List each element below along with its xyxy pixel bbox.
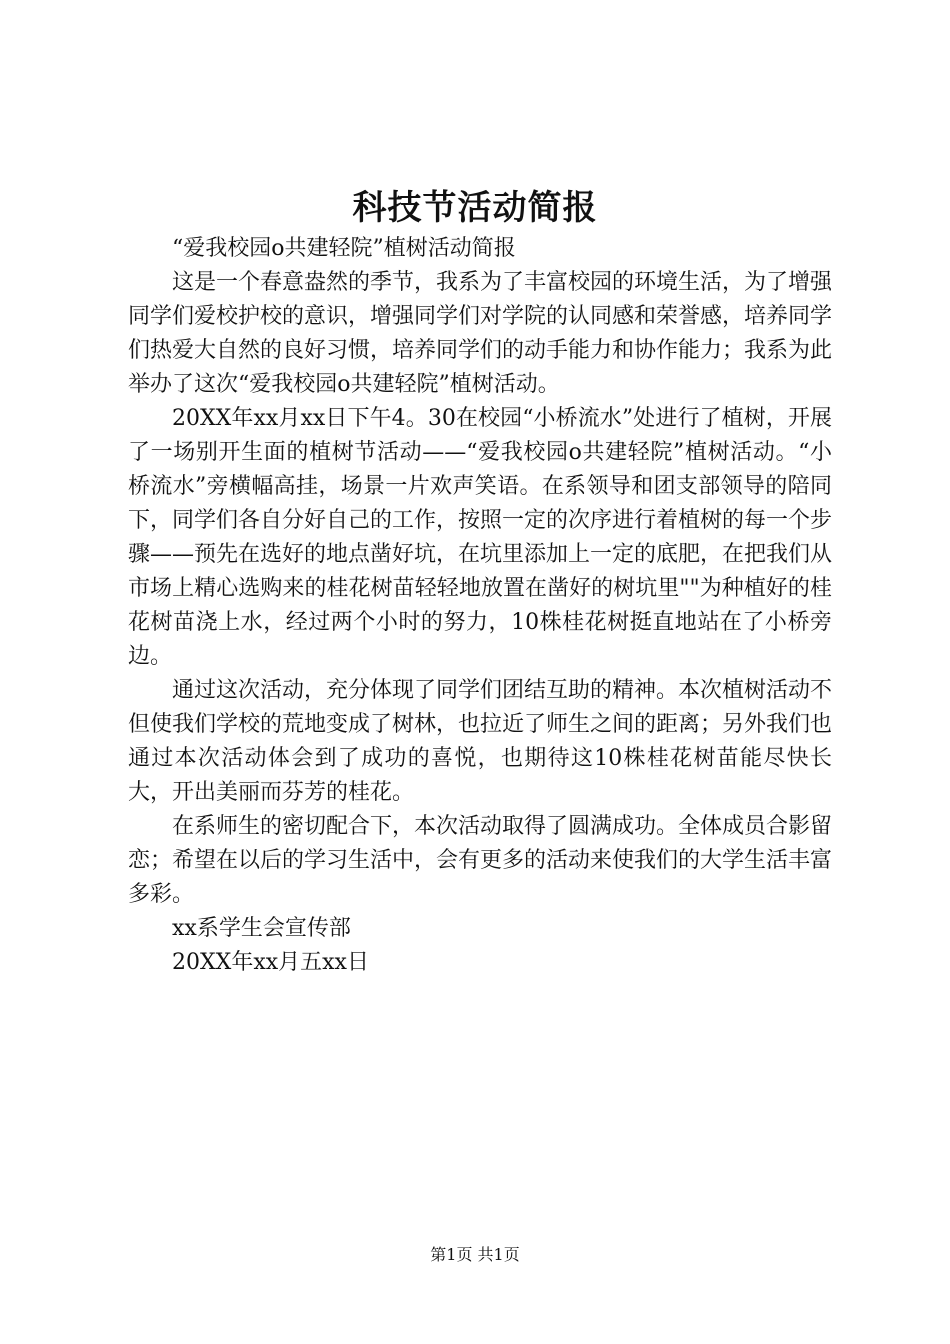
document-subtitle: “爱我校园o共建轻院”植树活动简报 [172,236,516,261]
paragraph-activity: 20XX年xx月xx日下午4。30在校园“小桥流水”处进行了植树，开展了一场别开生面的植树节活动——“爱我校园o共建轻院”植树活动。“小桥流水”旁横幅高挂，场景一片欢声笑语。在系领导和团支部领导的陪同下，同学们各自分好自己的工作，按照一定的次序进行着植树的每一个步骤——预先在选好的地点凿好坑，在坑里添加上一定的底肥，在把我们从市场上精心选购来的桂花树苗轻轻地放置在凿好的树坑里""为种植好的桂花树苗浇上水，经过两个小时的努力，10株桂花树挺直地站在了小桥旁边。 [128,406,833,669]
paragraph-intro: 这是一个春意盎然的季节，我系为了丰富校园的环境生活，为了增强同学们爱校护校的意识，增强同学们对学院的认同感和荣誉感，培养同学们热爱大自然的良好习惯，培养同学们的动手能力和协作能力；我系为此举办了这次“爱我校园o共建轻院”植树活动。 [128,270,833,397]
signature-date: 20XX年xx月五xx日 [172,950,369,975]
document-body [128,232,832,980]
page-footer: 第1页 共1页 [430,1245,520,1264]
paragraph-reflection: 通过这次活动，充分体现了同学们团结互助的精神。本次植树活动不但使我们学校的荒地变成了树林，也拉近了师生之间的距离；另外我们也通过本次活动体会到了成功的喜悦，也期待这10株桂花树苗能尽快长大，开出美丽而芬芳的桂花。 [128,678,833,805]
paragraph-conclusion: 在系师生的密切配合下，本次活动取得了圆满成功。全体成员合影留恋；希望在以后的学习生活中，会有更多的活动来使我们的大学生活丰富多彩。 [128,814,833,907]
signature: xx系学生会宣传部 [172,916,351,941]
document-title: 科技节活动简报 [352,188,598,228]
